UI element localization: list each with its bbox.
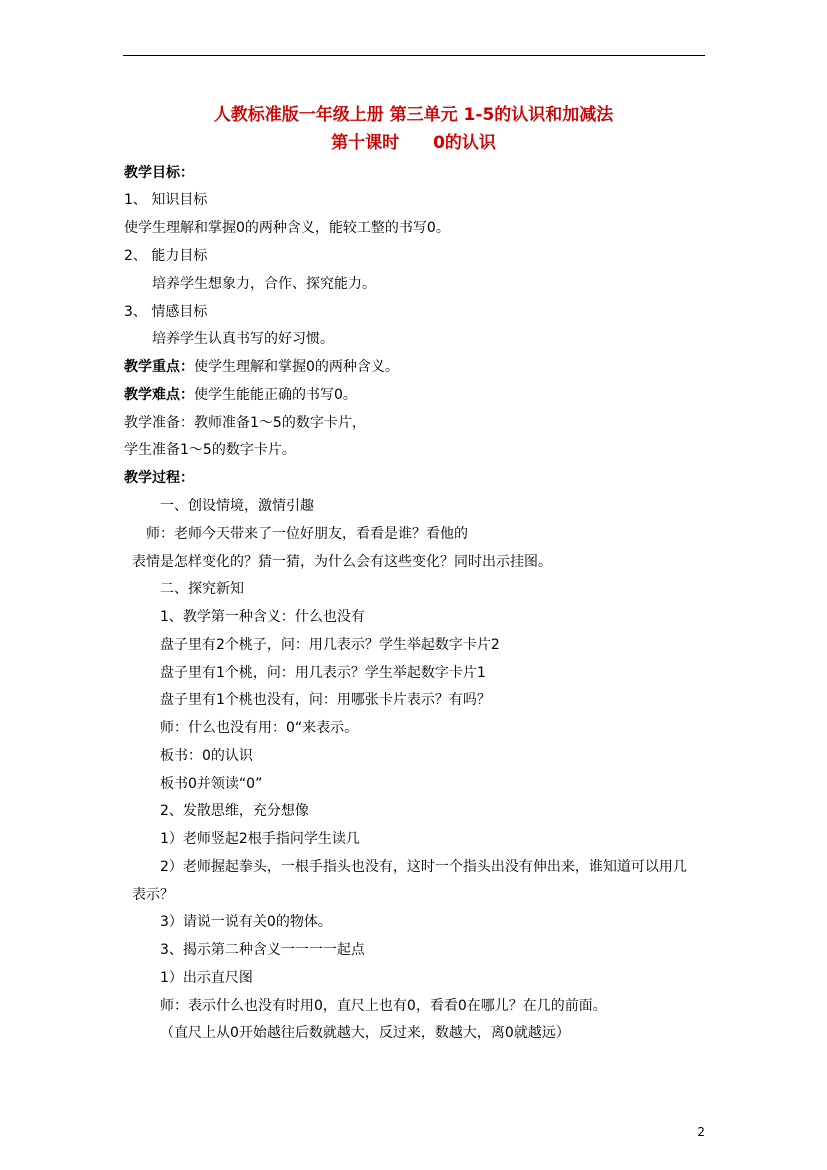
- prep-teacher: 教学准备：教师准备1～5的数字卡片，: [124, 415, 366, 431]
- process-line: 2、发散思维，充分想像: [160, 803, 309, 819]
- process-line: 盘子里有1个桃也没有，问：用哪张卡片表示？有吗？: [160, 692, 491, 708]
- goal1-heading: 1、 知识目标: [124, 192, 208, 208]
- key-point-text: 使学生理解和掌握0的两种含义。: [194, 359, 399, 375]
- process-line: 师：表示什么也没有时用0，直尺上也有0，看看0在哪儿？在几的前面。: [160, 998, 607, 1014]
- process-line: 一、创设情境，激情引趣: [160, 498, 314, 514]
- process-line: 表示？: [132, 887, 174, 903]
- goal3-heading: 3、 情感目标: [124, 304, 208, 320]
- process-heading: 教学过程：: [124, 470, 194, 486]
- process-line: 1、教学第一种含义：什么也没有: [160, 609, 365, 625]
- page-number: 2: [697, 1125, 705, 1139]
- process-line: 2）老师握起拳头，一根手指头也没有，这时一个指头出没有伸出来，谁知道可以用几: [160, 859, 687, 875]
- process-line: 盘子里有2个桃子，问：用几表示？学生举起数字卡片2: [160, 637, 500, 653]
- header-rule: [123, 55, 705, 56]
- lesson-subtitle: 第十课时 0的认识: [331, 133, 496, 153]
- process-line: 3）请说一说有关0的物体。: [160, 914, 332, 930]
- difficulty-text: 使学生能能正确的书写0。: [194, 387, 357, 403]
- difficulty-label: 教学难点：: [124, 387, 194, 403]
- difficulty-point: [124, 386, 357, 404]
- process-line: 3、揭示第二种含义一一一一起点: [160, 942, 365, 958]
- goals-heading: 教学目标：: [124, 165, 194, 181]
- document-title: 人教标准版一年级上册 第三单元 1-5的认识和加减法: [213, 105, 614, 125]
- process-line: 板书：0的认识: [160, 748, 253, 764]
- goal2-text: 培养学生想象力，合作、探究能力。: [152, 276, 376, 292]
- process-line: （直尺上从0开始越往后数就越大，反过来，数越大，离0就越远）: [160, 1025, 570, 1041]
- process-line: 师：什么也没有用：0“来表示。: [160, 720, 359, 736]
- prep-student: 学生准备1～5的数字卡片。: [124, 442, 296, 458]
- process-line: 1）出示直尺图: [160, 970, 253, 986]
- process-line: 板书0并领读“0”: [160, 776, 263, 792]
- goal1-text: 使学生理解和掌握0的两种含义，能较工整的书写0。: [124, 220, 450, 236]
- process-line: 1）老师竖起2根手指问学生读几: [160, 831, 360, 847]
- goal3-text: 培养学生认真书写的好习惯。: [152, 331, 334, 347]
- process-line: 师：老师今天带来了一位好朋友，看看是谁？看他的: [146, 526, 468, 542]
- key-point: [124, 358, 399, 376]
- goal2-heading: 2、 能力目标: [124, 248, 208, 264]
- process-line: 盘子里有1个桃，问：用几表示？学生举起数字卡片1: [160, 665, 486, 681]
- process-line: 二、探究新知: [160, 581, 244, 597]
- key-point-label: 教学重点：: [124, 359, 194, 375]
- process-line: 表情是怎样变化的？猜一猜，为什么会有这些变化？同时出示挂图。: [132, 554, 552, 570]
